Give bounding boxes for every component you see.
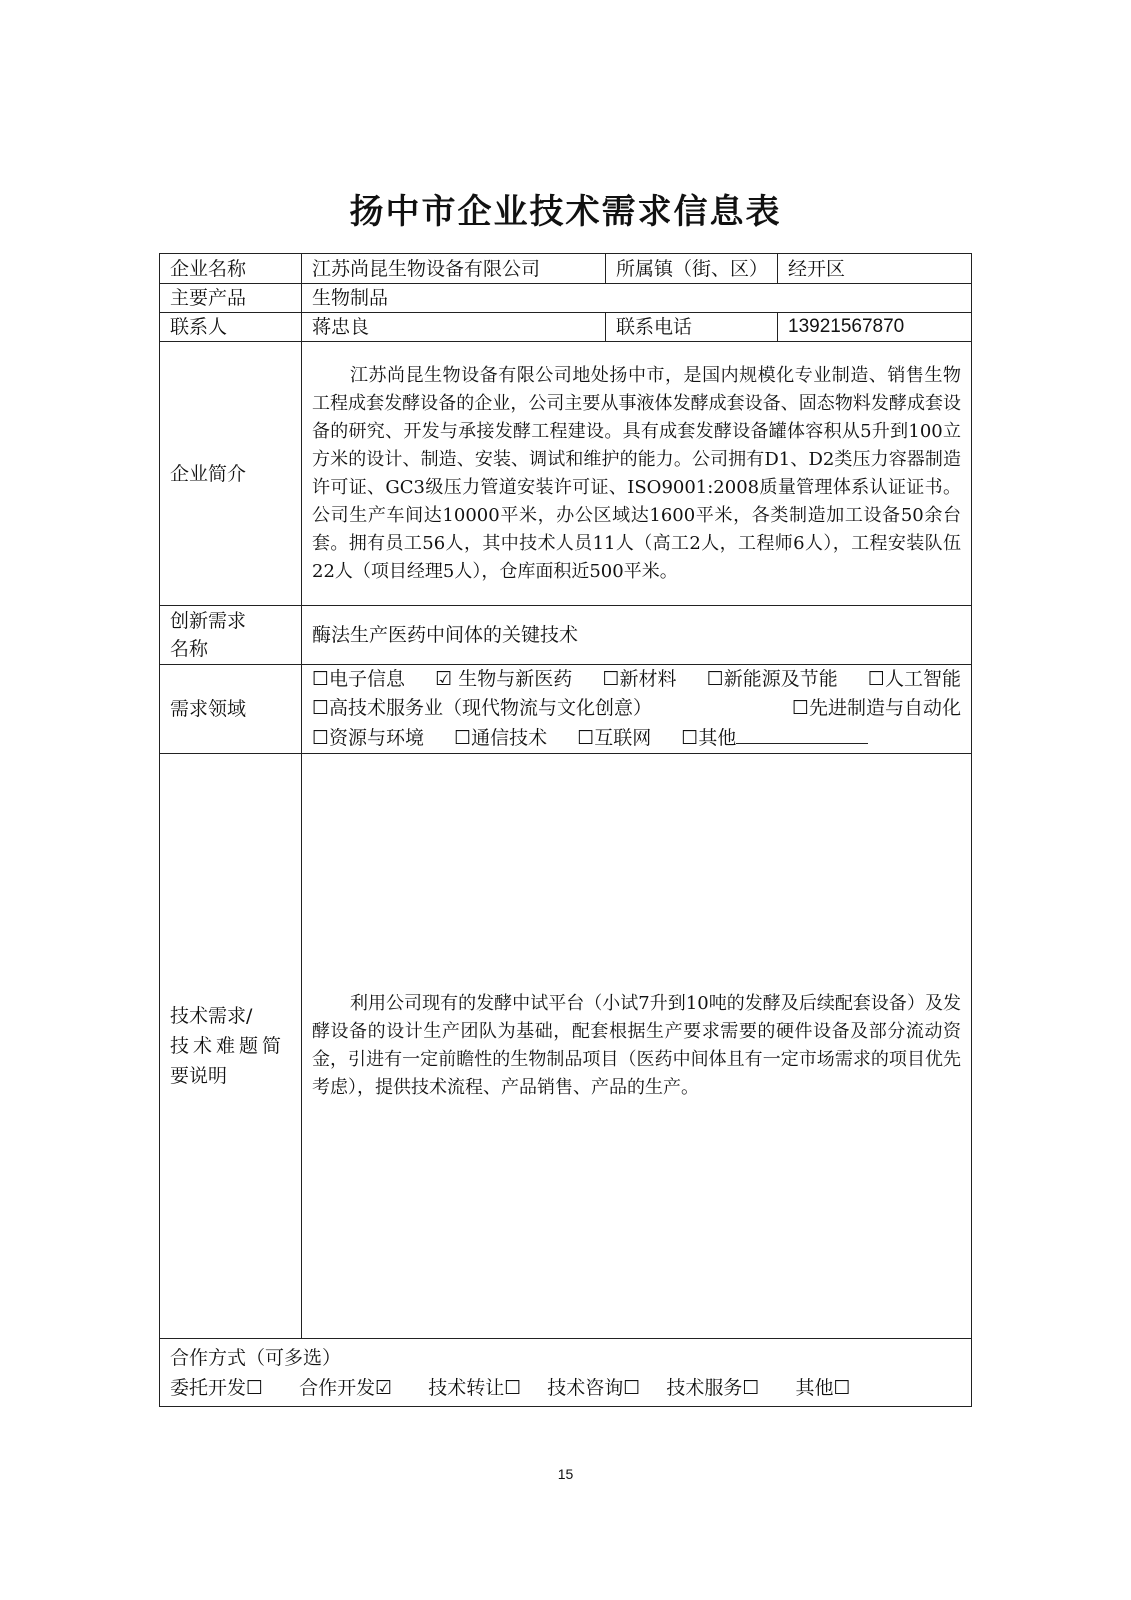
mode-consulting[interactable]: 技术咨询☐ — [547, 1376, 641, 1399]
tech-label — [160, 754, 302, 1339]
product-value: 生物制品 — [302, 284, 972, 313]
contact-value: 蒋忠良 — [302, 313, 606, 342]
demand-name-label — [160, 606, 302, 665]
demand-name-value: 酶法生产医药中间体的关键技术 — [302, 606, 972, 665]
mode-service[interactable]: 技术服务☐ — [666, 1376, 760, 1399]
tech-label-line2: 技术难题简 — [170, 1035, 286, 1057]
field-new-materials[interactable]: ☐新材料 — [602, 668, 677, 690]
page-number: 15 — [557, 1466, 574, 1482]
field-advanced-manufacturing[interactable]: ☐先进制造与自动化 — [791, 697, 961, 719]
field-other[interactable] — [681, 727, 868, 749]
cooperation-label: 合作方式（可多选） — [170, 1346, 342, 1369]
page-title: 扬中市企业技术需求信息表 — [349, 192, 782, 232]
mode-other[interactable]: 其他☐ — [795, 1376, 851, 1399]
field-electronics[interactable]: ☐电子信息 — [312, 668, 406, 690]
demand-form-table — [159, 253, 972, 1407]
mode-transfer[interactable]: 技术转让☐ — [428, 1376, 522, 1399]
field-high-tech-services[interactable]: ☐高技术服务业（现代物流与文化创意） — [312, 697, 653, 719]
cooperation-cell — [160, 1339, 972, 1407]
field-label: 需求领域 — [160, 665, 302, 754]
demand-name-label-line2: 名称 — [170, 638, 209, 660]
town-value: 经开区 — [778, 254, 972, 284]
company-name-value: 江苏尚昆生物设备有限公司 — [302, 254, 606, 284]
mode-joint[interactable]: 合作开发☑ — [299, 1376, 393, 1399]
tech-label-line3: 要说明 — [170, 1065, 228, 1087]
field-new-energy[interactable]: ☐新能源及节能 — [706, 668, 838, 690]
field-ai[interactable]: ☐人工智能 — [867, 668, 961, 690]
phone-label: 联系电话 — [606, 313, 778, 342]
field-internet[interactable]: ☐互联网 — [577, 727, 652, 749]
field-communication[interactable]: ☐通信技术 — [454, 727, 548, 749]
cooperation-modes — [170, 1373, 961, 1403]
mode-commissioned[interactable]: 委托开发☐ — [170, 1376, 264, 1399]
field-options-line1 — [312, 665, 961, 694]
field-resources-environment[interactable]: ☐资源与环境 — [312, 727, 425, 749]
tech-text: 利用公司现有的发酵中试平台（小试7升到10吨的发酵及后续配套设备）及发酵设备的设计生产团队为基础，配套根据生产要求需要的硬件设备及部分流动资金，引进有一定前瞻性的生物制品项目（医药中间体且有一定市场需求的项目优先考虑），提供技术流程、产品销售、产品的生产。 — [302, 754, 972, 1339]
demand-name-label-line1: 创新需求 — [170, 610, 247, 632]
field-options-line2 — [312, 694, 961, 723]
tech-label-line1: 技术需求/ — [170, 1005, 253, 1027]
contact-label: 联系人 — [160, 313, 302, 342]
field-biomedicine[interactable]: ☑ 生物与新医药 — [435, 668, 573, 690]
product-label: 主要产品 — [160, 284, 302, 313]
field-options — [302, 665, 972, 754]
field-options-line3 — [312, 723, 961, 753]
town-label: 所属镇（街、区） — [606, 254, 778, 284]
field-other-blank[interactable] — [736, 723, 868, 744]
field-other-label: ☐其他 — [681, 727, 737, 749]
phone-value: 13921567870 — [778, 313, 972, 342]
company-name-label: 企业名称 — [160, 254, 302, 284]
intro-label: 企业简介 — [160, 342, 302, 606]
intro-text: 江苏尚昆生物设备有限公司地处扬中市，是国内规模化专业制造、销售生物工程成套发酵设备的企业，公司主要从事液体发酵成套设备、固态物料发酵成套设备的研究、开发与承接发酵工程建设。具有成套发酵设备罐体容积从5升到100立方米的设计、制造、安装、调试和维护的能力。公司拥有D1、D2类压力容器制造许可证、GC3级压力管道安装许可证、ISO9001:2008质量管理体系认证证书。公司生产车间达10000平米，办公区域达1600平米，各类制造加工设备50余台套。拥有员工56人，其中技术人员11人（高工2人，工程师6人），工程安装队伍22人（项目经理5人），仓库面积近500平米。 — [302, 342, 972, 606]
